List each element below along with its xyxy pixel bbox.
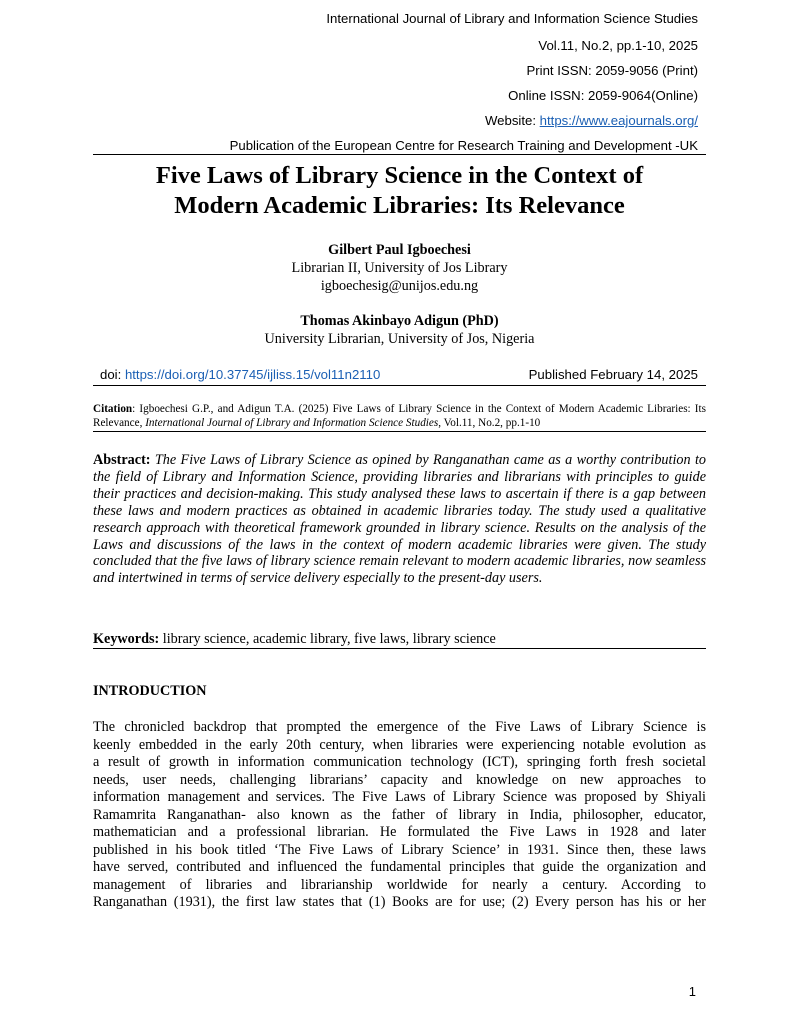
website-label: Website:: [484, 113, 540, 128]
introduction-line: have served, contributed and influenced the fundamental principles that guide the organization and: [93, 859, 706, 875]
author-1-affiliation: Librarian II, University of Jos Library: [291, 260, 508, 276]
published-date: Published February 14, 2025: [528, 367, 698, 382]
header-divider: [93, 154, 706, 155]
section-heading-introduction: INTRODUCTION: [93, 683, 207, 699]
author-2-name: Thomas Akinbayo Adigun (PhD): [300, 313, 499, 329]
keywords-line: [93, 630, 496, 648]
introduction-line: information management and services. The Five Laws of Library Science was proposed by Shiyali: [93, 789, 706, 805]
print-issn: Print ISSN: 2059-9056 (Print): [526, 63, 698, 78]
citation-divider: [93, 431, 706, 432]
page-number: 1: [688, 984, 696, 999]
title-line-2: Modern Academic Libraries: Its Relevance: [174, 192, 625, 219]
introduction-paragraph: [93, 719, 706, 912]
introduction-line: The chronicled backdrop that prompted the emergence of the Five Laws of Library Science is: [93, 719, 706, 735]
introduction-line: keenly embedded in the early 20th century, when libraries were experiencing notable evolution as: [93, 736, 706, 753]
publisher-line: Publication of the European Centre for Research Training and Development -UK: [229, 138, 698, 153]
abstract-block: [93, 452, 706, 587]
introduction-line: mathematician and a professional librarian. He formulated the Five Laws in 1928 and later: [93, 824, 706, 840]
abstract-label: Abstract:: [93, 452, 151, 468]
author-1-email: igboechesig@unijos.edu.ng: [320, 278, 479, 294]
abstract-text: The Five Laws of Library Science as opined by Ranganathan came as a worthy contribution to the field of Library and Information Science, providing libraries and librarians with principles to guide their practices and decision-making. This study analysed these laws to ascertain if there is a gap between these laws and modern practices as obtained in academic libraries today. The study used a qualitative research approach with theoretical framework grounded in library science. Results on the analysis of the Laws and discussions of the laws in the context of modern academic libraries were given. The study concluded that the five laws of library science remain relevant to modern academic libraries, now seamless and intertwined in terms of service delivery especially to the present-day users.: [93, 452, 706, 587]
citation-volume: , Vol.11, No.2, pp.1-10: [438, 417, 541, 429]
introduction-line: Ramamrita Ranganathan- also known as the father of library in India, philosopher, educator,: [93, 806, 706, 823]
introduction-line: a result of growth in information communication technology (ICT), springing forth fresh societal: [93, 754, 706, 770]
journal-name: International Journal of Library and Information Science Studies: [326, 11, 698, 26]
online-issn: Online ISSN: 2059-9064(Online): [508, 88, 698, 103]
author-1-name: Gilbert Paul Igboechesi: [328, 242, 471, 258]
doi-label: doi:: [100, 367, 125, 382]
citation-journal: International Journal of Library and Information Science Studies: [145, 417, 439, 429]
keywords-divider: [93, 648, 706, 649]
introduction-line: needs, user needs, challenging librarians’ capacity and knowledge on new approaches to: [93, 771, 706, 788]
volume-info: Vol.11, No.2, pp.1-10, 2025: [538, 38, 698, 53]
keywords-label: Keywords:: [93, 631, 160, 647]
citation-block: [93, 402, 706, 430]
title-line-1: Five Laws of Library Science in the Context of: [155, 162, 644, 189]
introduction-line: Ranganathan (1931), the first law states that (1) Books are for use; (2) Every person has his or her: [93, 894, 706, 910]
website-link[interactable]: https://www.eajournals.org/: [539, 113, 698, 128]
doi-divider: [93, 385, 706, 386]
introduction-line: published in his book titled ‘The Five Laws of Library Science’ in 1931. Since then, these laws: [93, 841, 706, 858]
doi-link[interactable]: https://doi.org/10.37745/ijliss.15/vol11n2110: [124, 367, 381, 382]
citation-label: Citation: [93, 403, 133, 415]
citation-text: : Igboechesi G.P., and Adigun T.A. (2025) Five Laws of Library Science in the Context of Modern Academic Libraries: Its Relevance,: [93, 403, 706, 429]
author-2-affiliation: University Librarian, University of Jos, Nigeria: [264, 331, 535, 347]
doi-line: [100, 366, 380, 383]
article-title: [93, 161, 706, 221]
keywords-text: library science, academic library, five laws, library science: [162, 631, 496, 647]
website-line: [485, 113, 698, 129]
introduction-line: management of libraries and librarianship worldwide for nearly a century. According to: [93, 876, 706, 893]
